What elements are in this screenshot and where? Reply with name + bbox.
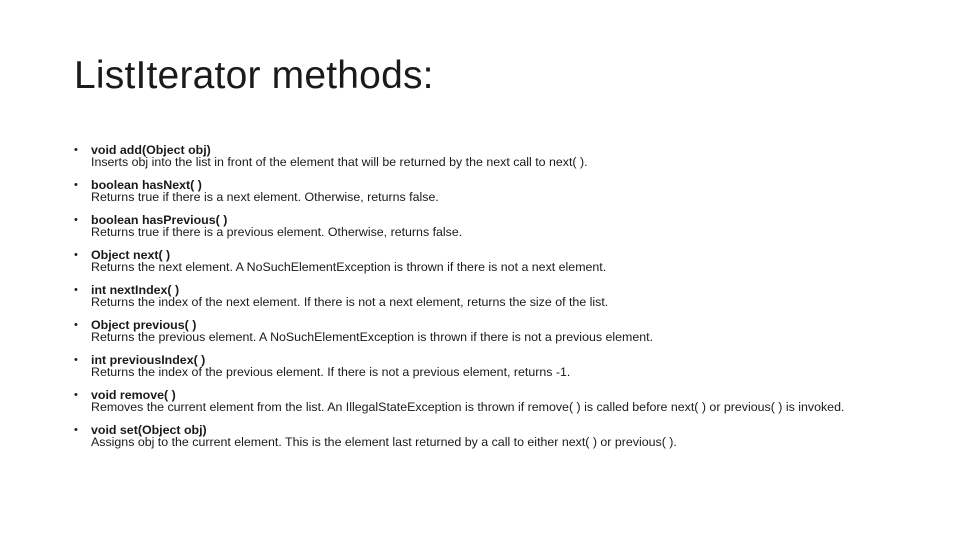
method-item-previous xyxy=(74,319,894,343)
method-signature: boolean hasNext( ) xyxy=(91,178,202,192)
method-item-hasnext xyxy=(74,179,894,203)
method-item-nextindex xyxy=(74,284,894,308)
method-signature: Object previous( ) xyxy=(91,318,197,332)
method-description: Returns the index of the next element. If there is not a next element, returns the size of the list. xyxy=(91,295,609,309)
method-item-add xyxy=(74,144,894,168)
bullet-icon: • xyxy=(74,179,78,191)
method-list xyxy=(74,144,894,459)
method-signature: int nextIndex( ) xyxy=(91,283,180,297)
method-description: Returns true if there is a next element. Otherwise, returns false. xyxy=(91,190,439,204)
slide-title: ListIterator methods: xyxy=(74,54,434,97)
method-signature: void add(Object obj) xyxy=(91,143,211,157)
bullet-icon: • xyxy=(74,214,78,226)
method-signature: void remove( ) xyxy=(91,388,176,402)
method-description: Returns the next element. A NoSuchElementException is thrown if there is not a next element. xyxy=(91,260,607,274)
bullet-icon: • xyxy=(74,319,78,331)
method-item-next xyxy=(74,249,894,273)
method-signature: int previousIndex( ) xyxy=(91,353,206,367)
method-description: Returns the index of the previous element. If there is not a previous element, returns -1. xyxy=(91,365,571,379)
bullet-icon: • xyxy=(74,144,78,156)
method-description: Assigns obj to the current element. This is the element last returned by a call to either next( ) or previous( ). xyxy=(91,435,677,449)
bullet-icon: • xyxy=(74,354,78,366)
bullet-icon: • xyxy=(74,249,78,261)
bullet-icon: • xyxy=(74,389,78,401)
method-item-remove xyxy=(74,389,894,413)
bullet-icon: • xyxy=(74,284,78,296)
method-item-hasprevious xyxy=(74,214,894,238)
method-item-previousindex xyxy=(74,354,894,378)
method-item-set xyxy=(74,424,894,448)
method-description: Inserts obj into the list in front of the element that will be returned by the next call to next( ). xyxy=(91,155,588,169)
method-description: Removes the current element from the list. An IllegalStateException is thrown if remove( ) is called before next( ) or previous( ) is invoked. xyxy=(91,400,845,414)
method-description: Returns the previous element. A NoSuchElementException is thrown if there is not a previous element. xyxy=(91,330,654,344)
bullet-icon: • xyxy=(74,424,78,436)
method-description: Returns true if there is a previous element. Otherwise, returns false. xyxy=(91,225,463,239)
method-signature: boolean hasPrevious( ) xyxy=(91,213,228,227)
method-signature: Object next( ) xyxy=(91,248,171,262)
method-signature: void set(Object obj) xyxy=(91,423,207,437)
